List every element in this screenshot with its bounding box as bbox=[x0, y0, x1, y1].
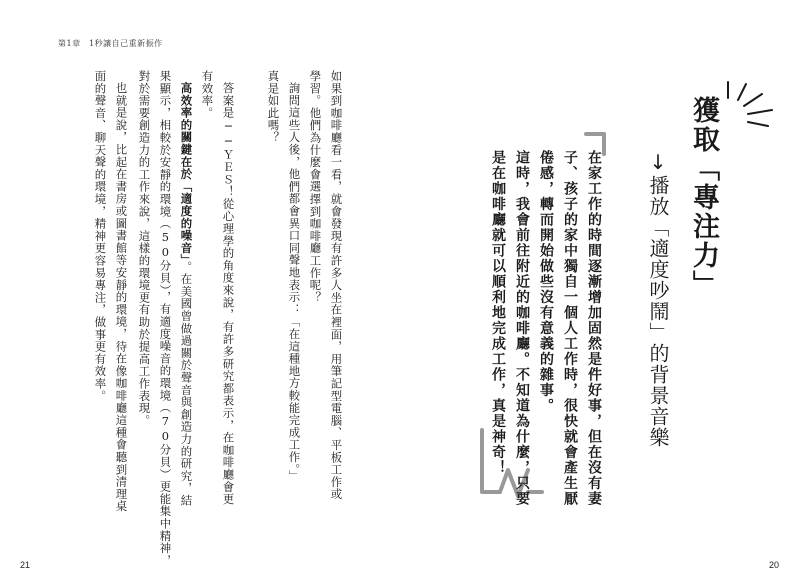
body-line: 對於需要創造力的工作來說，這樣的環境更有助於提高工作表現。 bbox=[137, 70, 152, 427]
body-line: 真是如此嗎？ bbox=[266, 70, 281, 144]
running-head: 第1章 1秒讓自己重新振作 bbox=[58, 39, 163, 48]
body-line: 果顯示，相較於安靜的環境（50分貝），有適度噪音的環境（70分貝）更能集中精神， bbox=[158, 70, 173, 567]
body-line: 面的聲音、聊天聲的環境，精神更容易專注，做事更有效率。 bbox=[93, 70, 108, 403]
body-line: 有效率。 bbox=[200, 70, 215, 120]
key-phrase: 高效率的關鍵在於「適度的噪音」 bbox=[179, 82, 194, 261]
body-line: 答案是──ＹＥＳ！從心理學的角度來說，有許多研究都表示，在咖啡廳會更 bbox=[221, 82, 236, 506]
section-title: 獲取「專注力」 bbox=[688, 96, 719, 299]
box-line: 這時，我會前往附近的咖啡廳。不知道為什麼，只要 bbox=[514, 150, 530, 507]
page-number-left: 21 bbox=[20, 560, 31, 570]
page-number-right: 20 bbox=[768, 560, 779, 570]
body-line-emphasis: 高效率的關鍵在於「適度的噪音」。在美國曾做過關於聲音與創造力的研究，結 bbox=[179, 82, 194, 507]
box-line: 子、孩子的家中獨自一個人工作時，很快就會產生厭 bbox=[562, 150, 578, 507]
body-line: 詢問這些人後，他們都會異口同聲地表示：「在這種地方較能完成工作。」 bbox=[287, 82, 302, 483]
body-line: 也就是說，比起在書房或圖書館等安靜的環境，待在像咖啡廳這種會聽到清理桌 bbox=[114, 82, 129, 513]
box-line: 倦感，轉而開始做些沒有意義的雜事。 bbox=[538, 150, 554, 414]
box-line: 在家工作的時間逐漸增加固然是件好事，但在沒有妻 bbox=[586, 150, 602, 507]
emphasis-rays-icon bbox=[724, 70, 784, 130]
body-line: 學習。他們為什麼會選擇到咖啡廳工作呢？ bbox=[308, 70, 323, 304]
section-subtitle: ↓播放「適度吵鬧」的背景音樂 bbox=[646, 150, 670, 448]
body-line: 如果到咖啡廳看一看，就會發現有許多人坐在裡面，用筆記型電腦、平板工作或 bbox=[329, 70, 344, 501]
box-line: 是在咖啡廳就可以順利地完成工作，真是神奇！ bbox=[490, 150, 506, 476]
